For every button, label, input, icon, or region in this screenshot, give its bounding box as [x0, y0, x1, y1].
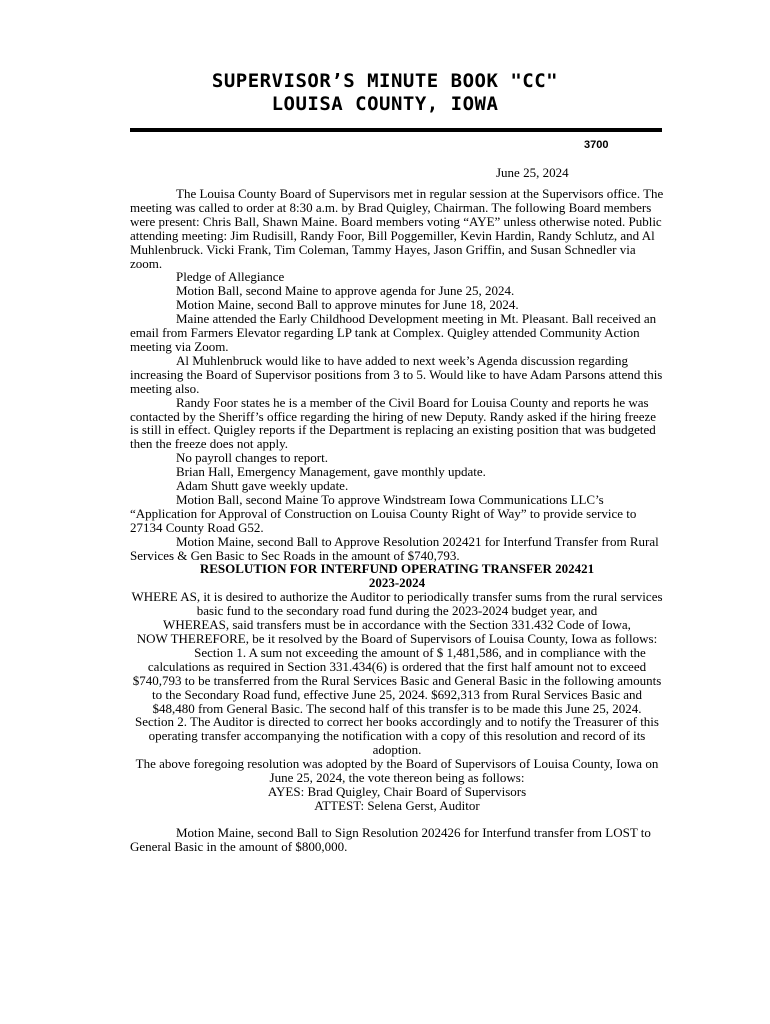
windstream-motion: Motion Ball, second Maine To approve Windstream Iowa Communications LLC’s “Application for Approval of Construction on Louisa County Right of Way” to provide service to 27134 County Road G52. [130, 491, 637, 535]
county-title: LOUISA COUNTY, IOWA [271, 93, 499, 115]
minutes-motion: Motion Maine, second Ball to approve minutes for June 18, 2024. [176, 297, 519, 313]
payroll-line: No payroll changes to report. [176, 450, 328, 466]
resolution-whereas-1: WHERE AS, it is desired to authorize the Auditor to periodically transfer sums from the rural services basic fund to the secondary road fund during the 2023-2024 budget year, and [131, 589, 663, 619]
board-reports: Maine attended the Early Childhood Development meeting in Mt. Pleasant. Ball received an email from Farmers Elevator regarding LP tank at Complex. Quigley attended Community Action meeting via Zoom. [130, 311, 657, 354]
resolution-attest: ATTEST: Selena Gerst, Auditor [314, 797, 480, 813]
public-comment-muhlenbruck: Al Muhlenbruck would like to have added to next week’s Agenda discussion regarding increasing the Board of Supervisor positions from 3 to 5. Would like to have Adam Parsons attend this meeting also. [130, 352, 663, 396]
lost-transfer-motion: Motion Maine, second Ball to Sign Resolution 202426 for Interfund transfer from LOST to General Basic in the amount of $800,000. [130, 824, 651, 854]
meeting-date: June 25, 2024 [496, 165, 569, 180]
opening-paragraph: The Louisa County Board of Supervisors met in regular session at the Supervisors office. The meeting was called to order at 8:30 a.m. by Brad Quigley, Chairman. The following Board members were present: Chris Ball, Shawn Maine. Board members voting “AYE” unless otherwise noted. Public attending meeting: Jim Rudisill, Randy Foor, Bill Poggemiller, Kevin Hardin, Randy Schlutz, and Al Muhlenbruck. Vicki Frank, Tim Coleman, Tammy Hayes, Jason Griffin, and Susan Schnedler via zoom. [130, 186, 664, 271]
resolution-motion: Motion Maine, second Ball to Approve Resolution 202421 for Interfund Transfer from Rural Services & Gen Basic to Sec Roads in the amount of $740,793. [130, 533, 659, 563]
resolution-adopted: The above foregoing resolution was adopted by the Board of Supervisors of Louisa County, Iowa on June 25, 2024, the vote thereon being as follows: [135, 756, 659, 786]
agenda-motion: Motion Ball, second Maine to approve agenda for June 25, 2024. [176, 283, 515, 299]
book-title: SUPERVISOR’S MINUTE BOOK "CC" [211, 70, 559, 92]
weekly-update: Adam Shutt gave weekly update. [176, 478, 349, 494]
emergency-management-update: Brian Hall, Emergency Management, gave monthly update. [176, 464, 486, 480]
resolution-ayes: AYES: Brad Quigley, Chair Board of Supervisors [267, 783, 527, 799]
page-number: 3700 [584, 139, 609, 151]
resolution-section-1: Section 1. A sum not exceeding the amount of $ 1,481,586, and in compliance with the calculations as required in Section 331.434(6) is ordered that the first half amount not to exceed $740,793 to be transferred from the Rural Services Basic and General Basic in the following amounts to the Secondary Road fund, effective June 25, 2024. $692,313 from Rural Services Basic and $48,480 from General Basic. The second half of this transfer is to be made this June 25, 2024. [132, 644, 662, 716]
minutes-body [130, 187, 664, 854]
paragraph-gap [130, 813, 664, 826]
header-rule [130, 128, 662, 132]
pledge-line: Pledge of Allegiance [176, 269, 285, 285]
public-comment-foor: Randy Foor states he is a member of the Civil Board for Louisa County and reports he was contacted by the Sheriff’s office regarding the hiring of new Deputy. Randy asked if the hiring freeze is still in effect. Quigley reports if the Department is replacing an existing position that was budgeted then the freeze does not apply. [130, 394, 657, 452]
resolution-section-2: Section 2. The Auditor is directed to correct her books accordingly and to notify the Treasurer of this operating transfer accompanying the notification with a copy of this resolution and record of its adoption. [135, 714, 659, 758]
resolution-therefore: NOW THEREFORE, be it resolved by the Board of Supervisors of Louisa County, Iowa as follows: [136, 631, 658, 646]
resolution-whereas-2: WHEREAS, said transfers must be in accordance with the Section 331.432 Code of Iowa, [163, 617, 631, 633]
resolution-year: 2023-2024 [368, 575, 426, 591]
resolution-heading: RESOLUTION FOR INTERFUND OPERATING TRANSFER 202421 [199, 561, 595, 577]
